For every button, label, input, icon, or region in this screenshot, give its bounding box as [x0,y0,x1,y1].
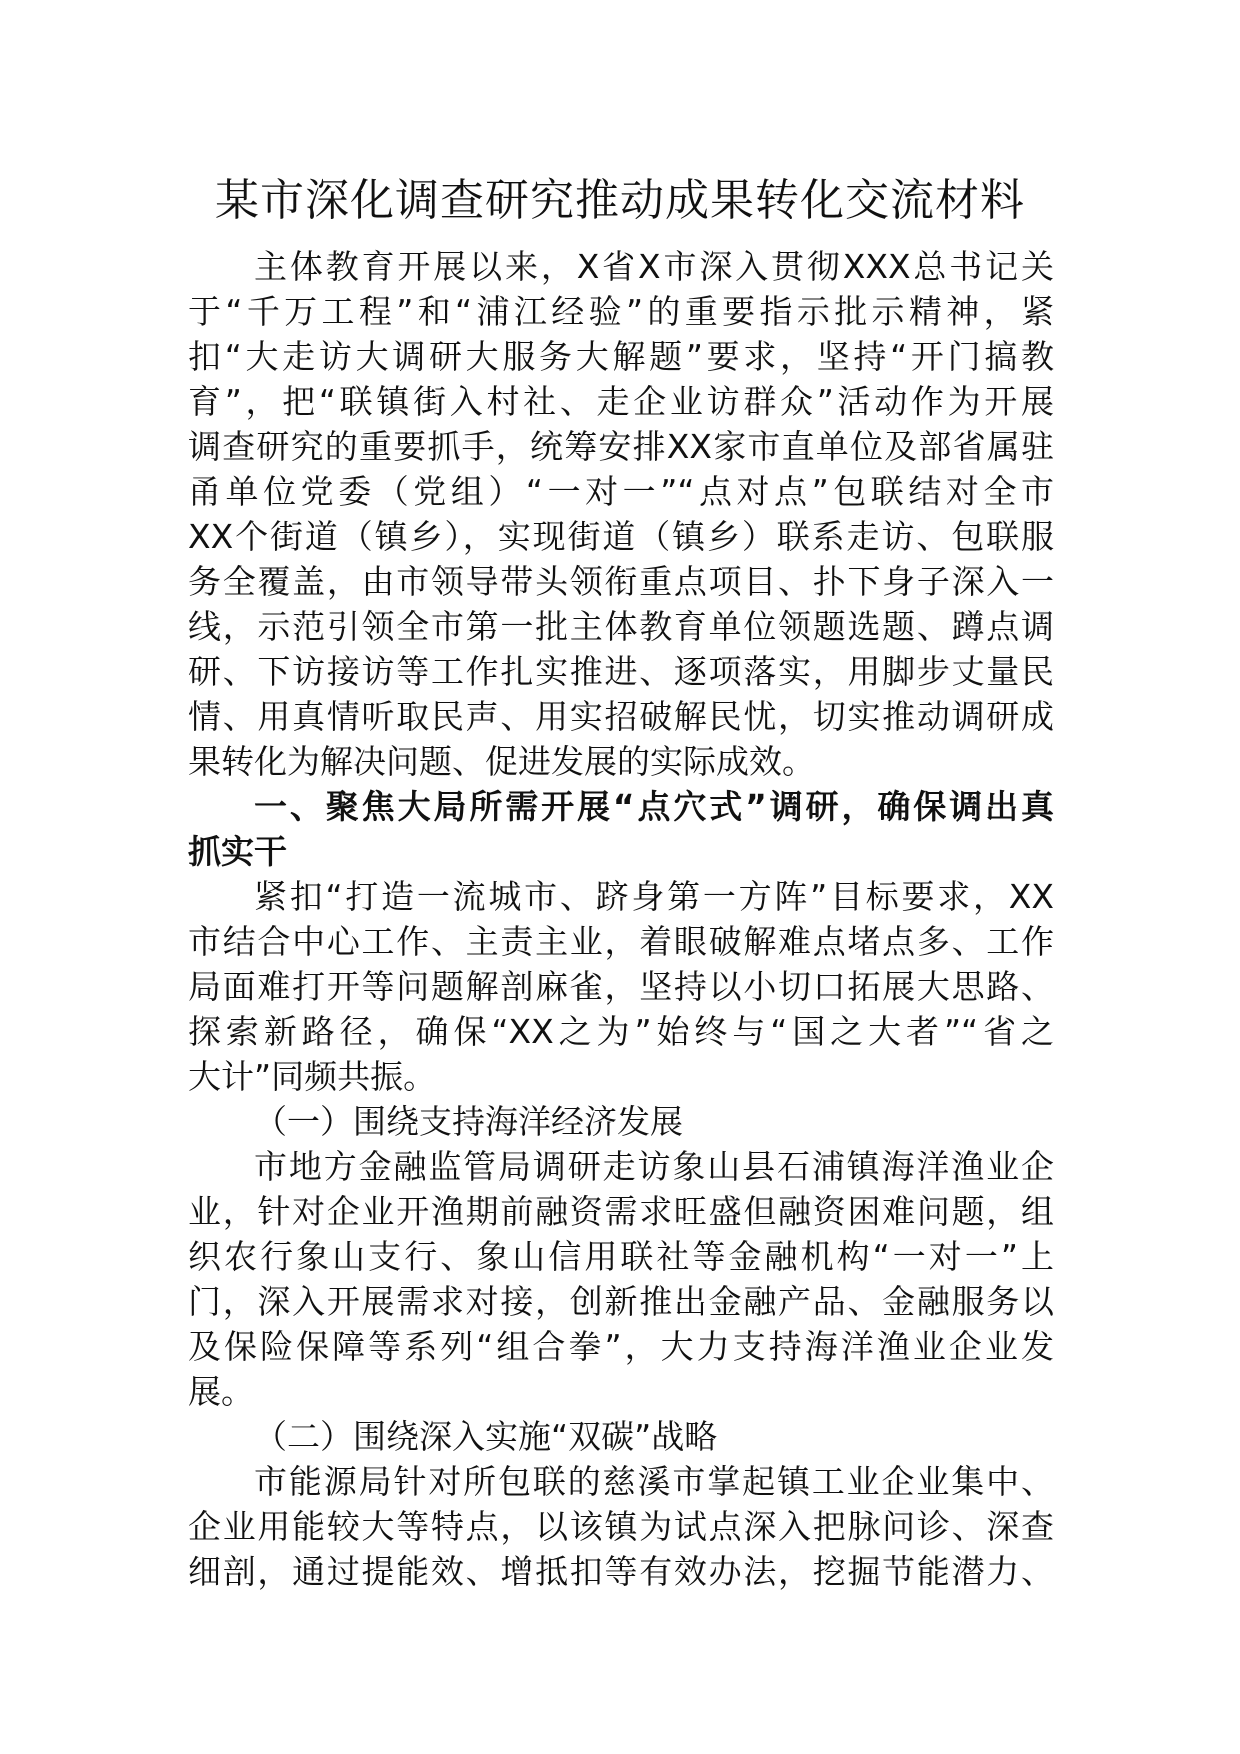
paragraph-line: 研、下访接访等工作扎实推进、逐项落实，用脚步丈量民 [188,652,1054,691]
paragraph-line: 市结合中心工作、主责主业，着眼破解难点堵点多、工作 [188,922,1054,961]
section-heading-line: 一、聚焦大局所需开展“点穴式”调研，确保调出真 [254,787,1054,826]
paragraph-line: 市能源局针对所包联的慈溪市掌起镇工业企业集中、 [254,1462,1054,1501]
paragraph-line: 情、用真情听取民声、用实招破解民忧，切实推动调研成 [188,697,1054,736]
paragraph-line: 主体教育开展以来，X省X市深入贯彻XXX总书记关 [254,247,1054,286]
paragraph-line: 调查研究的重要抓手，统筹安排XX家市直单位及部省属驻 [188,427,1054,466]
paragraph-line: 及保险保障等系列“组合拳”，大力支持海洋渔业企业发 [188,1327,1054,1366]
paragraph-line: 业，针对企业开渔期前融资需求旺盛但融资困难问题，组 [188,1192,1054,1231]
paragraph-line: XX个街道（镇乡），实现街道（镇乡）联系走访、包联服 [188,517,1054,556]
paragraph-line: 大计”同频共振。 [188,1057,437,1096]
paragraph-line: 市地方金融监管局调研走访象山县石浦镇海洋渔业企 [254,1147,1054,1186]
paragraph-line: 局面难打开等问题解剖麻雀，坚持以小切口拓展大思路、 [188,967,1054,1006]
paragraph-line: 于“千万工程”和“浦江经验”的重要指示批示精神，紧 [188,292,1054,331]
paragraph-line: 展。 [188,1372,254,1411]
paragraph-line: 扣“大走访大调研大服务大解题”要求，坚持“开门搞教 [188,337,1054,376]
paragraph-line: 务全覆盖，由市领导带头领衔重点项目、扑下身子深入一 [188,562,1054,601]
section-heading-line: 抓实干 [188,832,287,871]
paragraph-line: 育”，把“联镇街入村社、走企业访群众”活动作为开展 [188,382,1054,421]
paragraph-line: 果转化为解决问题、促进发展的实际成效。 [188,742,815,781]
paragraph-line: 企业用能较大等特点，以该镇为试点深入把脉问诊、深查 [188,1507,1054,1546]
paragraph-line: 紧扣“打造一流城市、跻身第一方阵”目标要求，XX [254,877,1054,916]
paragraph-line: 织农行象山支行、象山信用联社等金融机构“一对一”上 [188,1237,1054,1276]
paragraph-line: 探索新路径，确保“XX之为”始终与“国之大者”“省之 [188,1012,1054,1051]
paragraph-line: 细剖，通过提能效、增抵扣等有效办法，挖掘节能潜力、 [188,1552,1054,1591]
paragraph-line: 门，深入开展需求对接，创新推出金融产品、金融服务以 [188,1282,1054,1321]
document-title: 某市深化调查研究推动成果转化交流材料 [215,175,1025,226]
document-body [188,244,1054,1594]
paragraph-line: （一）围绕支持海洋经济发展 [254,1102,683,1141]
paragraph-line: （二）围绕深入实施“双碳”战略 [254,1417,718,1456]
paragraph-line: 线，示范引领全市第一批主体教育单位领题选题、蹲点调 [188,607,1054,646]
paragraph-line: 甬单位党委（党组）“一对一”“点对点”包联结对全市 [188,472,1054,511]
